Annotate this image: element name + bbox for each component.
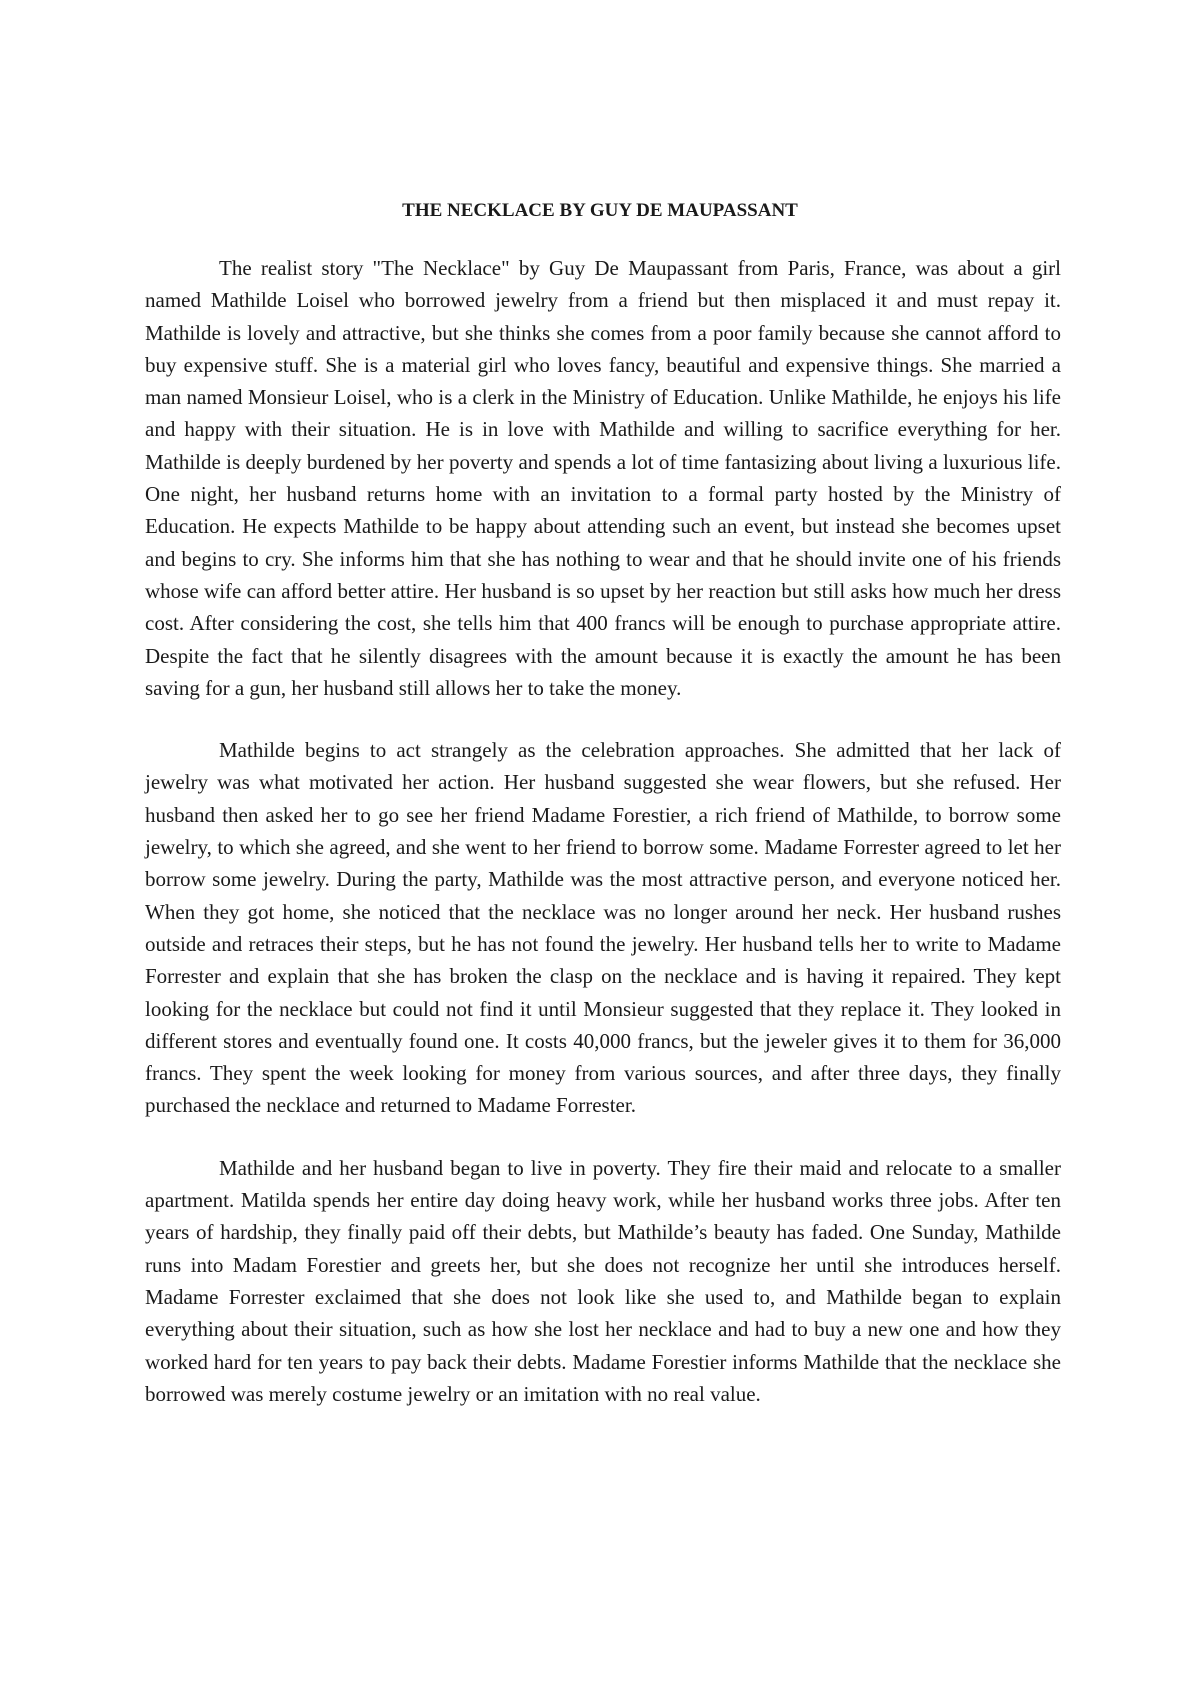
document-body xyxy=(145,252,1061,1440)
paragraph: Mathilde begins to act strangely as the celebration approaches. She admitted that her lack of jewelry was what motivated her action. Her husband suggested she wear flowers, but she refused. Her husband then asked her to go see her friend Madame Forestier, a rich friend of Mathilde, to borrow some jewelry, to which she agreed, and she went to her friend to borrow some. Madame Forrester agreed to let her borrow some jewelry. During the party, Mathilde was the most attractive person, and everyone noticed her. When they got home, she noticed that the necklace was no longer around her neck. Her husband rushes outside and retraces their steps, but he has not found the jewelry. Her husband tells her to write to Madame Forrester and explain that she has broken the clasp on the necklace and is having it repaired. They kept looking for the necklace but could not find it until Monsieur suggested that they replace it. They looked in different stores and eventually found one. It costs 40,000 francs, but the jeweler gives it to them for 36,000 francs. They spent the week looking for money from various sources, and after three days, they finally purchased the necklace and returned to Madame Forrester. xyxy=(145,738,1061,1118)
document-title: THE NECKLACE BY GUY DE MAUPASSANT xyxy=(402,200,798,221)
paragraph: The realist story "The Necklace" by Guy De Maupassant from Paris, France, was about a girl named Mathilde Loisel who borrowed jewelry from a friend but then misplaced it and must repay it. Mathilde is lovely and attractive, but she thinks she comes from a poor family because she cannot afford to buy expensive stuff. She is a material girl who loves fancy, beautiful and expensive things. She married a man named Monsieur Loisel, who is a clerk in the Ministry of Education. Unlike Mathilde, he enjoys his life and happy with their situation. He is in love with Mathilde and willing to sacrifice everything for her. Mathilde is deeply burdened by her poverty and spends a lot of time fantasizing about living a luxurious life. One night, her husband returns home with an invitation to a formal party hosted by the Ministry of Education. He expects Mathilde to be happy about attending such an event, but instead she becomes upset and begins to cry. She informs him that she has nothing to wear and that he should invite one of his friends whose wife can afford better attire. Her husband is so upset by her reaction but still asks how much her dress cost. After considering the cost, she tells him that 400 francs will be enough to purchase appropriate attire. Despite the fact that he silently disagrees with the amount because it is exactly the amount he has been saving for a gun, her husband still allows her to take the money. xyxy=(145,256,1061,700)
paragraph: Mathilde and her husband began to live in poverty. They fire their maid and relocate to a smaller apartment. Matilda spends her entire day doing heavy work, while her husband works three jobs. After ten years of hardship, they finally paid off their debts, but Mathilde’s beauty has faded. One Sunday, Mathilde runs into Madam Forestier and greets her, but she does not recognize her until she introduces herself. Madame Forrester exclaimed that she does not look like she used to, and Mathilde began to explain everything about their situation, such as how she lost her necklace and had to buy a new one and how they worked hard for ten years to pay back their debts. Madame Forestier informs Mathilde that the necklace she borrowed was merely costume jewelry or an imitation with no real value. xyxy=(145,1155,1061,1406)
